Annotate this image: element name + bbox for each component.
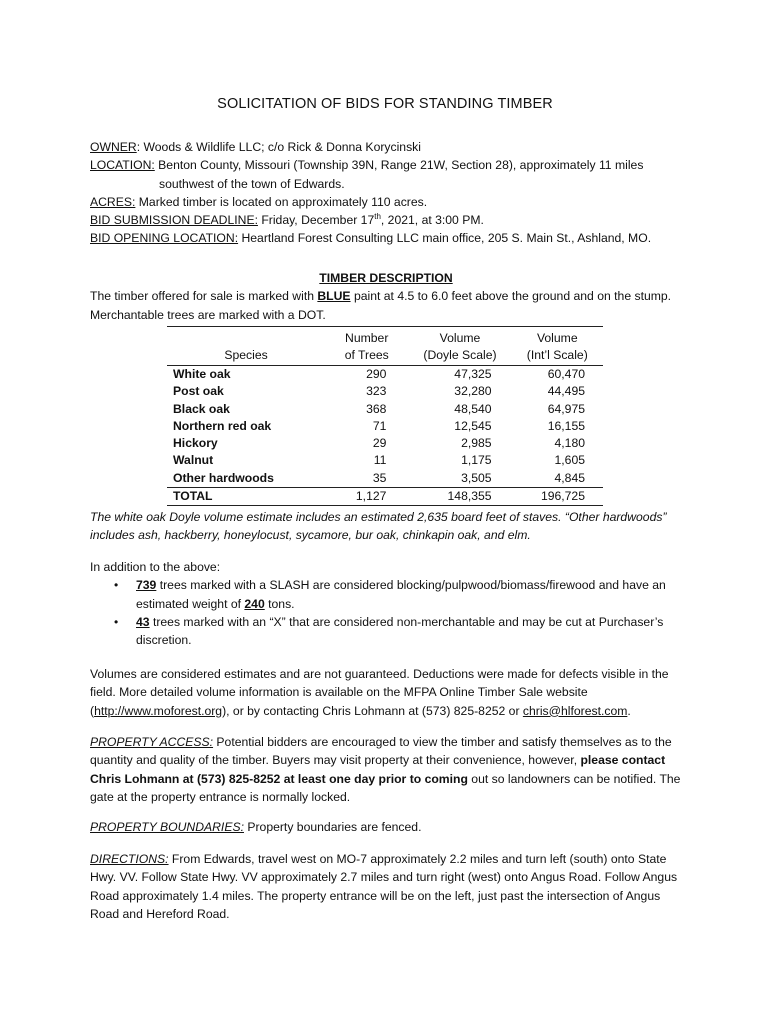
addition-intro: In addition to the above: <box>90 560 221 574</box>
doyle-cell: 32,280 <box>454 384 492 399</box>
deadline-value: Friday, December 17 <box>257 213 375 228</box>
doyle-cell: 2,985 <box>461 436 492 451</box>
owner-label: OWNER <box>90 140 137 154</box>
list-item <box>90 613 682 650</box>
table-total-row <box>167 488 603 506</box>
owner-line <box>90 138 682 156</box>
acres-label: ACRES: <box>90 194 136 209</box>
trees-cell: 35 <box>372 470 387 485</box>
owner-value: : Woods & Wildlife LLC; c/o Rick & Donna Korycinski <box>136 140 421 154</box>
header-doyle: (Doyle Scale) <box>408 347 511 366</box>
location-line <box>90 156 682 174</box>
opening-line <box>90 229 682 247</box>
header-doyle-top: Volume <box>408 327 511 348</box>
header-species: Species <box>167 347 325 366</box>
bullet-icon: • <box>114 614 119 629</box>
x-tree-count: 43 <box>136 614 150 629</box>
header-trees: of Trees <box>325 347 408 366</box>
intl-cell: 4,845 <box>554 470 585 485</box>
header-intl: (Int’l Scale) <box>512 347 603 366</box>
intl-cell: 4,180 <box>554 436 585 451</box>
timber-table <box>167 326 603 506</box>
website-link[interactable]: http://www.moforest.org <box>94 703 223 718</box>
table-row <box>167 366 603 384</box>
table-header-row-bottom <box>167 347 603 366</box>
volumes-text-contact: ), or by contacting Chris Lohmann at (573) 825-8252 or <box>222 703 523 718</box>
timber-desc-part2: paint at 4.5 to 6.0 feet above the ground and on the stump. Merchantable trees are marked with a DOT. <box>90 289 672 322</box>
directions-text: From Edwards, travel west on MO-7 approximately 2.2 miles and turn left (south) onto State Hwy. VV. Follow State Hwy. VV approximately 2.7 miles and turn right (west) onto Angus Road. Follow Angus Road approximately 1.4 miles. The property entrance will be on the left, just past the intersection of Angus Road and Hereford Road. <box>90 852 678 921</box>
species-cell: Hickory <box>173 436 218 451</box>
access-contact-notice: please contact Chris Lohmann at (573) 825-8252 at least one day prior to coming <box>90 753 666 786</box>
location-value: Benton County, Missouri (Township 39N, Range 21W, Section 28), approximately 11 miles <box>154 158 644 173</box>
timber-description-text <box>90 287 682 324</box>
slash-tree-count: 739 <box>136 578 157 593</box>
volumes-text: Volumes are considered estimates and are not guaranteed. Deductions were made for defects visible in the field. More detailed volume information is available on the MFPA Online Timber Sale website ( <box>90 667 669 718</box>
location-continuation: southwest of the town of Edwards. <box>159 176 345 191</box>
timber-heading: TIMBER DESCRIPTION <box>319 271 453 285</box>
property-boundaries-paragraph <box>90 818 682 836</box>
table-row <box>167 383 603 400</box>
total-doyle: 148,355 <box>408 488 511 506</box>
list-item <box>90 576 682 613</box>
intl-cell: 16,155 <box>547 418 585 433</box>
directions-paragraph <box>90 850 682 923</box>
opening-value: Heartland Forest Consulting LLC main office, 205 S. Main St., Ashland, MO. <box>238 231 652 246</box>
doyle-cell: 3,505 <box>461 470 492 485</box>
deadline-label: BID SUBMISSION DEADLINE: <box>90 213 258 228</box>
bullet2-text: trees marked with an “X” that are considered non-merchantable and may be cut at Purchaser’s discretion. <box>136 614 664 648</box>
boundaries-label: PROPERTY BOUNDARIES: <box>90 820 244 834</box>
boundaries-text: Property boundaries are fenced. <box>243 820 422 834</box>
location-label: LOCATION: <box>90 158 155 173</box>
addition-list <box>90 576 682 649</box>
header-intl-top: Volume <box>512 327 603 348</box>
access-text: Potential bidders are encouraged to view the timber and satisfy themselves as to the quantity and quality of the timber. Buyers may visit property at their convenience, however, <box>90 735 672 768</box>
intl-cell: 64,975 <box>547 401 585 416</box>
timber-description <box>90 269 682 324</box>
document-title: SOLICITATION OF BIDS FOR STANDING TIMBER <box>217 96 553 112</box>
access-text-end: out so landowners can be notified. The gate at the property entrance is normally locked. <box>90 771 681 804</box>
trees-cell: 29 <box>372 436 387 451</box>
table-note: The white oak Doyle volume estimate includes an estimated 2,635 board feet of staves. “Other hardwoods” includes ash, hackberry, honeylocust, sycamore, bur oak, chinkapin oak, and elm. <box>90 510 667 543</box>
total-intl: 196,725 <box>512 488 603 506</box>
intl-cell: 60,470 <box>547 367 585 381</box>
bullet-icon: • <box>114 578 119 593</box>
deadline-superscript: th <box>374 212 381 222</box>
species-cell: Northern red oak <box>173 418 272 433</box>
table-row <box>167 470 603 488</box>
species-cell: Post oak <box>173 384 224 399</box>
intl-cell: 1,605 <box>554 453 585 468</box>
species-cell: Other hardwoods <box>173 470 274 485</box>
trees-cell: 71 <box>372 418 387 433</box>
species-cell: Walnut <box>173 453 214 468</box>
doyle-cell: 47,325 <box>454 367 492 381</box>
trees-cell: 290 <box>366 367 387 381</box>
trees-cell: 11 <box>373 453 387 468</box>
email-link[interactable]: chris@hlforest.com <box>522 703 628 718</box>
intl-cell: 44,495 <box>547 384 585 399</box>
table-header-row-top <box>167 327 603 348</box>
species-cell: Black oak <box>173 401 230 416</box>
species-cell: White oak <box>173 367 231 381</box>
property-access-paragraph <box>90 733 682 806</box>
bullet1-text: trees marked with a SLASH are considered blocking/pulpwood/biomass/firewood and have an estimated weight of <box>136 578 666 611</box>
volumes-paragraph <box>90 665 682 720</box>
directions-label: DIRECTIONS: <box>90 852 169 866</box>
bullet1-text-end: tons. <box>264 596 295 611</box>
paint-color: BLUE <box>317 289 351 304</box>
table-row <box>167 418 603 435</box>
trees-cell: 368 <box>366 401 387 416</box>
deadline-line <box>90 211 682 229</box>
opening-label: BID OPENING LOCATION: <box>90 231 239 246</box>
table-row <box>167 452 603 469</box>
addition-section <box>90 558 682 649</box>
trees-cell: 323 <box>366 384 387 399</box>
header-trees-top: Number <box>325 327 408 348</box>
volumes-text-end: . <box>627 703 631 718</box>
acres-line <box>90 193 682 211</box>
deadline-value-end: , 2021, at 3:00 PM. <box>380 213 484 228</box>
tons-value: 240 <box>244 596 265 611</box>
access-label: PROPERTY ACCESS: <box>90 735 214 749</box>
table-row <box>167 435 603 452</box>
doyle-cell: 48,540 <box>454 401 492 416</box>
total-trees: 1,127 <box>325 488 408 506</box>
doyle-cell: 1,175 <box>461 453 492 468</box>
total-label: TOTAL <box>167 488 325 506</box>
doyle-cell: 12,545 <box>454 418 492 433</box>
header-species-top <box>167 327 325 348</box>
timber-desc-part1: The timber offered for sale is marked with <box>90 289 318 304</box>
table-row <box>167 401 603 418</box>
acres-value: Marked timber is located on approximately 110 acres. <box>135 194 428 209</box>
header-info <box>90 138 682 248</box>
